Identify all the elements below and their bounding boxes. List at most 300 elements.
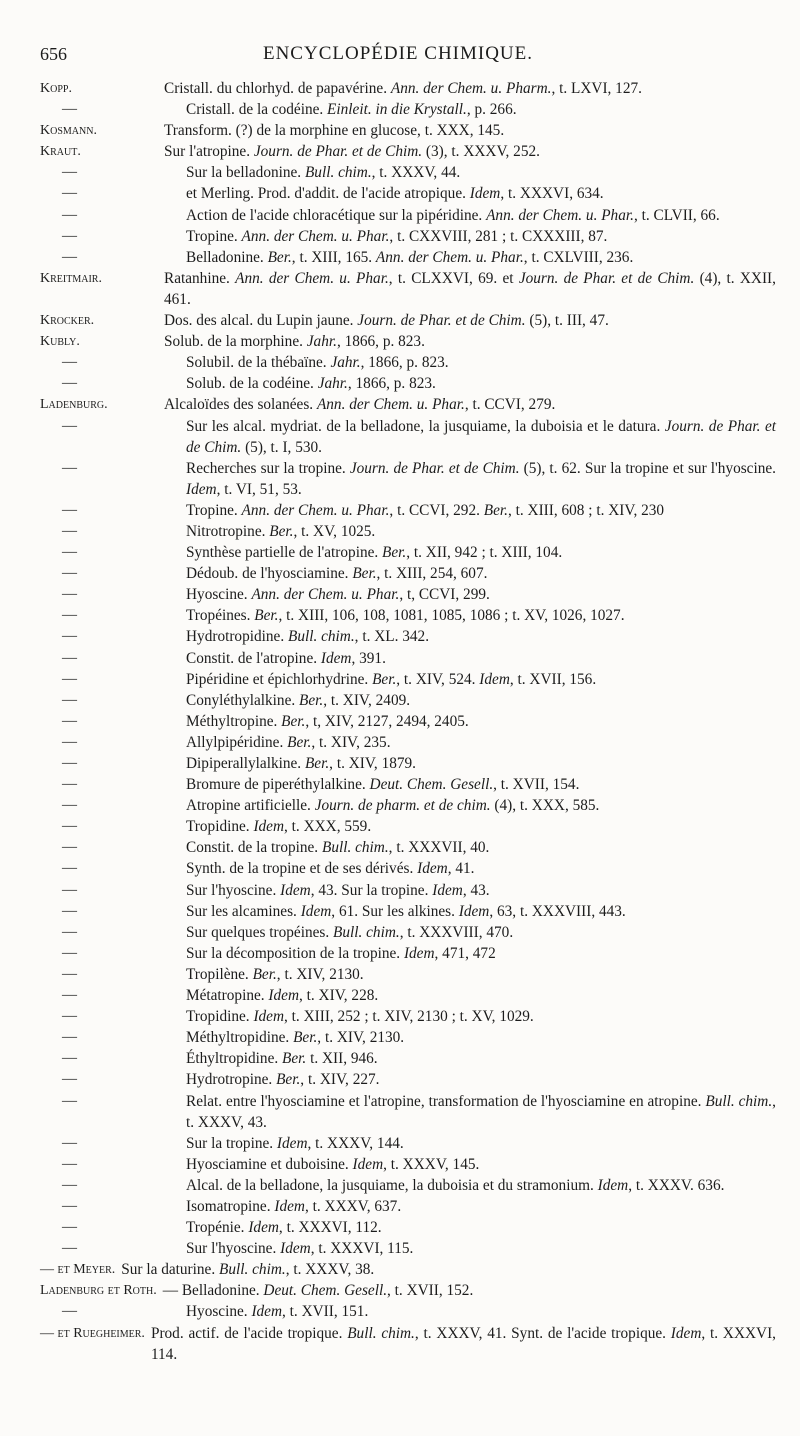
entry-source: Ann. der Chem. u. Phar. <box>316 396 465 414</box>
entry-author: — <box>62 987 77 1004</box>
bibliography-entry <box>36 416 776 458</box>
entry-segment: , t. CLXXVI, 69. et <box>388 269 519 287</box>
bibliography-entry <box>36 648 776 669</box>
entry-source: Bull. chim. <box>347 1324 415 1342</box>
entry-segment: Ratanhine. <box>164 269 236 287</box>
entry-author: Ladenburg. <box>40 397 108 413</box>
entry-author: — <box>62 860 77 877</box>
bibliography-entry <box>36 626 776 647</box>
entry-text <box>186 605 776 626</box>
entry-text <box>186 648 776 669</box>
bibliography-entry <box>36 1048 776 1069</box>
entry-author: — <box>62 965 77 982</box>
entry-source: Idem <box>253 1008 285 1026</box>
entry-author: — <box>62 164 77 181</box>
entry-segment: Tropine. <box>186 227 242 245</box>
bibliography-entry <box>36 1133 776 1154</box>
entry-author: Krocker. <box>40 313 95 329</box>
entry-source: Ber. <box>352 565 377 583</box>
entry-source: Idem <box>597 1176 629 1194</box>
entry-source: Ber. <box>483 501 508 519</box>
entry-author: — <box>62 776 77 793</box>
entry-source: Ber. <box>293 1029 318 1047</box>
entry-segment: Cristall. de la codéine. <box>186 101 328 119</box>
entry-segment: Hydrotropine. <box>186 1071 277 1089</box>
entry-text <box>186 247 776 268</box>
entry-source: Bull. chim. <box>333 923 400 941</box>
entry-text <box>186 922 776 943</box>
bibliography-entry <box>36 521 776 542</box>
entry-segment: , t. LXVI, 127. <box>551 80 642 97</box>
page-header <box>36 40 760 70</box>
entry-segment: Métatropine. <box>186 987 269 1005</box>
bibliography-entry <box>36 985 776 1006</box>
entry-source: Idem <box>280 1240 311 1258</box>
entry-segment: Méthyltropidine. <box>186 1029 294 1047</box>
entry-segment: , t. XXXVIII, 470. <box>399 923 514 941</box>
bibliography-entry <box>36 500 776 521</box>
entry-author: — <box>62 607 77 624</box>
entry-text <box>186 690 776 711</box>
entry-segment: , t. XIV, 524. <box>396 670 480 688</box>
entry-source: Idem <box>479 670 510 688</box>
entry-source: Ber. <box>304 755 330 772</box>
entry-segment: Transform. (?) de la morphine en glucose, t. XXX, 145. <box>164 122 505 140</box>
entry-segment: , t, XIV, 2127, 2494, 2405. <box>305 712 469 730</box>
entry-source: Deut. Chem. Gesell. <box>263 1282 388 1300</box>
entry-source: Ann. der Chem. u. Pharm. <box>390 80 552 97</box>
entry-segment: , t. VI, 51, 53. <box>216 480 302 498</box>
bibliography-entry <box>36 268 776 310</box>
entry-author: — <box>62 1240 77 1257</box>
entry-segment: Solub. de la morphine. <box>164 333 307 351</box>
entry-author: — <box>62 649 77 666</box>
bibliography-entry <box>36 795 776 816</box>
bibliography-entry <box>36 563 776 584</box>
entry-segment: (5), t. III, 47. <box>525 312 609 330</box>
bibliography-entry <box>36 1006 776 1027</box>
entry-segment: Allylpipéridine. <box>186 733 288 751</box>
entry-text <box>186 226 776 247</box>
entry-text <box>186 1006 776 1027</box>
entry-text <box>186 1301 776 1322</box>
bibliography-entry <box>36 183 776 204</box>
entry-text <box>164 268 776 310</box>
bibliography-entry <box>36 690 776 711</box>
entry-segment: Dédoub. de l'hyosciamine. <box>186 565 353 583</box>
entry-text <box>186 837 776 858</box>
bibliography-entry <box>36 1154 776 1175</box>
entry-text <box>186 1133 776 1154</box>
entry-author: — <box>62 206 77 223</box>
entry-segment: , t. XIV, 227. <box>300 1071 380 1089</box>
bibliography-entry <box>36 943 776 964</box>
entry-text <box>186 626 776 647</box>
entry-source: Deut. Chem. Gesell. <box>369 776 494 794</box>
entry-author: — <box>62 923 77 940</box>
entry-text <box>121 1259 776 1280</box>
bibliography-entry <box>36 120 776 141</box>
bibliography-entry <box>36 1238 776 1259</box>
bibliography-entry <box>36 542 776 563</box>
entry-segment: Dipiperallylalkine. <box>186 755 305 772</box>
entry-segment: , t. XIII, 106, 108, 1081, 1085, 1086 ; t. XV, 1026, 1027. <box>278 607 625 625</box>
entry-text <box>186 1027 776 1048</box>
entry-segment: , 41. <box>447 860 475 878</box>
entry-segment: Conyléthylalkine. <box>186 691 300 709</box>
entry-author: — <box>62 1029 77 1046</box>
entry-segment: , t. XIV, 2130. <box>317 1029 405 1047</box>
entry-author: — <box>62 881 77 898</box>
entry-text <box>186 1175 776 1196</box>
entry-author: — <box>62 522 77 539</box>
bibliography-entry <box>36 99 776 120</box>
entry-source: Idem <box>417 860 448 878</box>
entry-segment: Solub. de la codéine. <box>186 375 318 393</box>
entry-source: Journ. de Phar. et de Chim. <box>518 269 695 287</box>
entry-segment: Hyoscine. <box>186 1303 252 1321</box>
entry-author: — <box>62 670 77 687</box>
entry-source: Idem <box>248 1219 279 1237</box>
entry-text <box>164 120 776 141</box>
entry-segment: , t. XXX, 559. <box>284 818 372 836</box>
entry-segment: Tropénie. <box>186 1219 249 1237</box>
bibliography-entry <box>36 1196 776 1217</box>
entry-text <box>186 99 776 120</box>
entry-source: Jahr. <box>330 354 361 372</box>
entry-text <box>164 310 776 331</box>
entry-author: — <box>62 417 77 434</box>
entry-source: Idem <box>276 1134 308 1152</box>
entry-segment: — Belladonine. <box>162 1282 264 1300</box>
bibliography-entry <box>36 732 776 753</box>
entry-source: Ber. <box>372 670 397 688</box>
entry-segment: Sur l'atropine. <box>164 143 254 161</box>
entry-source: Ber. <box>252 965 277 983</box>
entry-text <box>186 711 776 732</box>
entry-source: Ber. <box>276 1071 301 1089</box>
entry-source: Journ. de Phar. et de Chim. <box>349 459 520 477</box>
entry-source: Idem <box>670 1324 702 1342</box>
entry-text <box>186 1091 776 1133</box>
entry-segment: Constit. de l'atropine. <box>186 649 321 667</box>
entry-segment: et Merling. Prod. d'addit. de l'acide atropique. <box>186 185 470 203</box>
entry-source: Bull. chim. <box>304 164 372 182</box>
entry-segment: Alcaloïdes des solanées. <box>164 396 317 414</box>
entry-source: Ber. <box>269 522 294 540</box>
bibliography-list <box>36 78 776 1365</box>
entry-text <box>186 373 776 394</box>
bibliography-entry <box>36 78 776 99</box>
entry-segment: Action de l'acide chloracétique sur la pipéridine. <box>186 206 487 224</box>
entry-segment: , t. XIV, 2409. <box>323 691 411 709</box>
entry-segment: Dos. des alcal. du Lupin jaune. <box>164 312 358 330</box>
entry-author: — <box>62 944 77 961</box>
entry-segment: , t. XL. 342. <box>354 628 430 646</box>
entry-segment: , t. XXXVI, 115. <box>310 1240 414 1258</box>
entry-text <box>164 141 776 162</box>
entry-author: — <box>62 1134 77 1151</box>
entry-source: Idem <box>268 987 300 1005</box>
entry-segment: Isomatropine. <box>186 1197 275 1215</box>
entry-segment: , t. XIII, 254, 607. <box>376 565 488 583</box>
bibliography-entry <box>36 352 776 373</box>
entry-text <box>186 563 776 584</box>
entry-segment: , t. CCVI, 292. <box>389 501 484 519</box>
entry-segment: , t. XIII, 608 ; t. XIV, 230 <box>507 501 665 519</box>
entry-segment: Solubil. de la thébaïne. <box>186 354 331 372</box>
entry-segment: Sur quelques tropéines. <box>186 923 333 941</box>
entry-text <box>186 901 776 922</box>
entry-segment: , t. XXXV, 637. <box>304 1197 402 1215</box>
entry-segment: Hyoscine. <box>186 586 252 604</box>
running-title: ENCYCLOPÉDIE CHIMIQUE. <box>262 43 534 64</box>
entry-source: Idem <box>300 902 332 920</box>
bibliography-entry <box>36 373 776 394</box>
entry-segment: , 391. <box>351 649 386 667</box>
bibliography-entry <box>36 1280 776 1301</box>
entry-source: Bull. chim. <box>287 628 355 646</box>
entry-segment: , t. XXXVI, 634. <box>500 185 604 203</box>
entry-author: — <box>62 185 77 202</box>
entry-segment: Sur la tropine. <box>186 1134 277 1152</box>
entry-source: Einleit. in die Krystall. <box>327 101 467 119</box>
entry-author: — <box>62 227 77 244</box>
entry-text <box>186 858 776 879</box>
entry-author: — <box>62 586 77 603</box>
bibliography-entry <box>36 964 776 985</box>
entry-source: Ann. der Chem. u. Phar. <box>375 248 524 266</box>
entry-segment: , t. XXXVI, 114. <box>150 1324 777 1363</box>
entry-segment: , t. XII, 942 ; t. XIII, 104. <box>406 544 563 562</box>
entry-segment: Belladonine. <box>186 248 268 266</box>
entry-source: Idem <box>251 1303 283 1321</box>
entry-text <box>186 162 776 183</box>
entry-segment: , t. XXXV, 144. <box>307 1134 404 1152</box>
bibliography-entry <box>36 458 776 500</box>
bibliography-entry <box>36 858 776 879</box>
bibliography-entry <box>36 247 776 268</box>
entry-segment: , t. XIV, 2130. <box>276 965 364 983</box>
entry-author: — <box>62 1008 77 1025</box>
bibliography-entry <box>36 331 776 352</box>
entry-segment: (4), t. XXII, 461. <box>164 269 776 308</box>
entry-segment: Constit. de la tropine. <box>186 839 322 857</box>
entry-segment: Sur la daturine. <box>121 1261 219 1279</box>
entry-segment: , 1866, p. 823. <box>347 375 436 393</box>
entry-author: Kosmann. <box>40 123 97 139</box>
bibliography-entry <box>36 901 776 922</box>
entry-segment: , t. XVII, 154. <box>493 776 580 794</box>
entry-segment: Pipéridine et épichlorhydrine. <box>186 670 373 688</box>
bibliography-entry <box>36 1069 776 1090</box>
entry-text <box>163 1280 776 1301</box>
bibliography-entry <box>36 394 776 415</box>
entry-text <box>186 964 776 985</box>
entry-text <box>186 1238 776 1259</box>
bibliography-entry <box>36 816 776 837</box>
entry-segment: Bromure de piperéthylalkine. <box>186 776 370 794</box>
entry-source: Bull. chim. <box>219 1261 286 1279</box>
bibliography-entry <box>36 753 776 774</box>
entry-segment: Prod. actif. de l'acide tropique. <box>150 1324 348 1342</box>
bibliography-entry <box>36 1027 776 1048</box>
entry-segment: , t. XV, 1025. <box>293 522 376 540</box>
entry-author: — <box>62 1092 77 1109</box>
entry-source: Journ. de Phar. et de Chim. <box>186 417 776 456</box>
entry-source: Idem <box>352 1155 384 1173</box>
entry-segment: Sur la belladonine. <box>186 164 305 182</box>
entry-author: Ladenburg et Roth. <box>40 1283 157 1299</box>
entry-segment: , t. XIV, 1879. <box>329 755 417 772</box>
entry-text <box>186 753 776 774</box>
entry-segment: , t. XVII, 152. <box>387 1282 474 1300</box>
bibliography-entry <box>36 837 776 858</box>
bibliography-entry <box>36 162 776 183</box>
entry-author: — <box>62 628 77 645</box>
entry-text <box>186 352 776 373</box>
entry-segment: Hyosciamine et duboisine. <box>186 1155 353 1173</box>
entry-segment: , t. XXXVI, 112. <box>278 1219 382 1237</box>
entry-text <box>186 985 776 1006</box>
entry-source: Ann. der Chem. u. Phar. <box>241 227 390 245</box>
bibliography-entry <box>36 1259 776 1280</box>
entry-segment: , t. XXXV, 43. <box>186 1092 776 1131</box>
entry-author: — <box>62 1219 77 1236</box>
entry-segment: Éthyltropidine. <box>186 1050 283 1068</box>
entry-segment: (3), t. XXXV, 252. <box>422 143 540 161</box>
entry-text <box>186 584 776 605</box>
entry-source: Idem <box>274 1197 305 1215</box>
bibliography-entry <box>36 669 776 690</box>
entry-author: — <box>62 797 77 814</box>
entry-segment: Tropéines. <box>186 607 255 625</box>
entry-source: Idem <box>253 818 285 836</box>
entry-author: — <box>62 1050 77 1067</box>
entry-source: Idem <box>186 480 217 498</box>
entry-text <box>164 78 776 99</box>
entry-source: Ber. <box>287 733 312 751</box>
entry-source: Ann. der Chem. u. Phar. <box>241 501 390 519</box>
entry-segment: , t. XIII, 252 ; t. XIV, 2130 ; t. XV, 1029. <box>284 1008 534 1026</box>
entry-author: — <box>62 1071 77 1088</box>
entry-segment: Tropine. <box>186 501 242 519</box>
entry-segment: Sur les alcal. mydriat. de la belladone, la jusquiame, la duboisia et le datura. <box>186 417 665 435</box>
entry-author: — <box>62 544 77 561</box>
entry-source: Ann. der Chem. u. Phar. <box>486 206 634 224</box>
entry-author: — et Ruegheimer. <box>40 1325 145 1341</box>
bibliography-entry <box>36 605 776 626</box>
entry-text <box>186 416 776 458</box>
entry-segment: , t. XXXVII, 40. <box>388 839 490 857</box>
entry-text <box>164 331 776 352</box>
entry-source: Bull. chim. <box>321 839 389 857</box>
entry-source: Idem <box>280 881 311 899</box>
entry-source: Journ. de pharm. et de chim. <box>314 797 491 815</box>
entry-segment: Relat. entre l'hyosciamine et l'atropine, transformation de l'hyosciamine en atropine. <box>186 1092 706 1110</box>
entry-source: Idem <box>469 185 501 203</box>
entry-segment: , t. XIII, 165. <box>291 248 376 266</box>
entry-text <box>186 458 776 500</box>
entry-segment: Hydrotropidine. <box>186 628 288 646</box>
entry-segment: Synth. de la tropine et de ses dérivés. <box>186 860 418 878</box>
entry-text <box>164 394 776 415</box>
entry-source: Journ. de Phar. et de Chim. <box>357 312 526 330</box>
entry-segment: , 1866, p. 823. <box>360 354 449 372</box>
entry-text <box>186 1154 776 1175</box>
bibliography-entry <box>36 1175 776 1196</box>
entry-text <box>186 500 776 521</box>
entry-segment: , t. CXXVIII, 281 ; t. CXXXIII, 87. <box>389 227 608 245</box>
entry-source: Journ. de Phar. et de Chim. <box>253 143 423 161</box>
entry-segment: Sur l'hyoscine. <box>186 1240 281 1258</box>
entry-segment: , t. XVII, 156. <box>509 670 597 688</box>
entry-text <box>186 205 776 226</box>
entry-segment: , t. XIV, 235. <box>311 733 391 751</box>
bibliography-entry <box>36 1091 776 1133</box>
bibliography-entry <box>36 1323 776 1365</box>
entry-source: Idem <box>432 881 463 899</box>
entry-segment: , t. XXXV, 145. <box>383 1155 480 1173</box>
entry-author: — <box>62 755 77 771</box>
entry-author: — <box>62 839 77 856</box>
bibliography-entry <box>36 1217 776 1238</box>
entry-segment: Tropilène. <box>186 965 253 983</box>
entry-segment: (5), t. 62. Sur la tropine et sur l'hyoscine. <box>519 459 776 477</box>
entry-segment: Nitrotropine. <box>186 522 270 540</box>
entry-segment: , t, CCVI, 299. <box>399 586 490 604</box>
entry-text <box>186 816 776 837</box>
entry-author: — <box>62 1176 77 1193</box>
bibliography-entry <box>36 584 776 605</box>
entry-segment: (4), t. XXX, 585. <box>490 797 600 815</box>
entry-author: — <box>62 1303 77 1320</box>
entry-author: — <box>62 1155 77 1172</box>
entry-author: — <box>62 101 77 118</box>
entry-segment: , p. 266. <box>466 101 517 119</box>
entry-text <box>186 542 776 563</box>
entry-author: — <box>62 501 77 518</box>
entry-source: Ber. <box>282 1050 307 1068</box>
entry-segment: , t. CCVI, 279. <box>464 396 556 414</box>
bibliography-entry <box>36 141 776 162</box>
entry-segment: t. XII, 946. <box>306 1050 378 1068</box>
entry-author: — <box>62 818 77 835</box>
entry-segment: , t. XXXV, 41. Synt. de l'acide tropique. <box>414 1324 671 1342</box>
entry-segment: , 1866, p. 823. <box>336 333 425 351</box>
entry-source: Ann. der Chem. u. Phar. <box>235 269 389 287</box>
entry-author: — <box>62 733 77 750</box>
entry-segment: Cristall. du chlorhyd. de papavérine. <box>164 80 391 97</box>
entry-source: Bull. chim. <box>705 1092 773 1110</box>
entry-author: Kopp. <box>40 81 72 96</box>
entry-segment: , 43. <box>462 881 490 899</box>
entry-text <box>186 795 776 816</box>
entry-source: Idem <box>320 649 352 667</box>
entry-author: — <box>62 712 77 729</box>
entry-author: — <box>62 375 77 392</box>
bibliography-entry <box>36 1301 776 1322</box>
bibliography-entry <box>36 880 776 901</box>
entry-text <box>186 1048 776 1069</box>
entry-segment: , t. XXXV. 636. <box>628 1176 725 1194</box>
bibliography-entry <box>36 922 776 943</box>
entry-author: — <box>62 902 77 919</box>
entry-source: Idem <box>458 902 490 920</box>
entry-segment: Atropine artificielle. <box>186 797 315 815</box>
entry-segment: (5), t. I, 530. <box>241 438 322 456</box>
entry-author: — et Meyer. <box>40 1262 116 1278</box>
